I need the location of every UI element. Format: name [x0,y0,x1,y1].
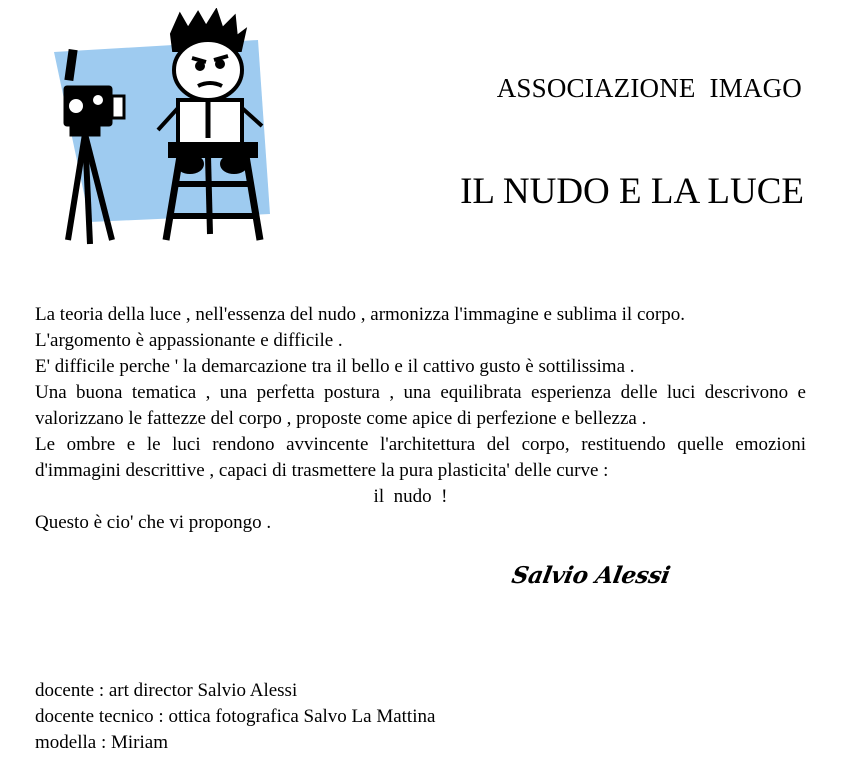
body-paragraph: Le ombre e le luci rendono avvincente l'architettura del corpo, restituendo quelle emozioni d'immagini descrittive , capaci di trasmettere la pura plasticita' delle curve : [35,434,806,481]
body-paragraph: Una buona tematica , una perfetta postura , una equilibrata esperienza delle luci descrivono e valorizzano le fattezze del corpo , proposte come apice di perfezione e bellezza . [35,382,806,429]
page-title: IL NUDO E LA LUCE [460,171,804,212]
handwritten-signature: Salvio Alessi [509,562,673,589]
body-paragraph: L'argomento è appassionante e difficile . [35,330,343,351]
organization-name: ASSOCIAZIONE IMAGO [496,73,802,103]
credits-block [35,678,435,756]
body-paragraph: E' difficile perche ' la demarcazione tra il bello e il cattivo gusto è sottilissima . [35,356,635,377]
director-camera-clipart-icon [40,8,280,248]
credit-line-model: modella : Miriam [35,732,168,753]
credit-line-technical: docente tecnico : ottica fotografica Salvo La Mattina [35,706,436,727]
credit-line-art-director: docente : art director Salvio Alessi [35,680,298,701]
body-paragraph: La teoria della luce , nell'essenza del nudo , armonizza l'immagine e sublima il corpo. [35,304,685,325]
body-text [35,302,806,536]
body-paragraph-emphasis: il nudo ! [373,486,448,507]
body-paragraph: Questo è cio' che vi propongo . [35,512,272,533]
